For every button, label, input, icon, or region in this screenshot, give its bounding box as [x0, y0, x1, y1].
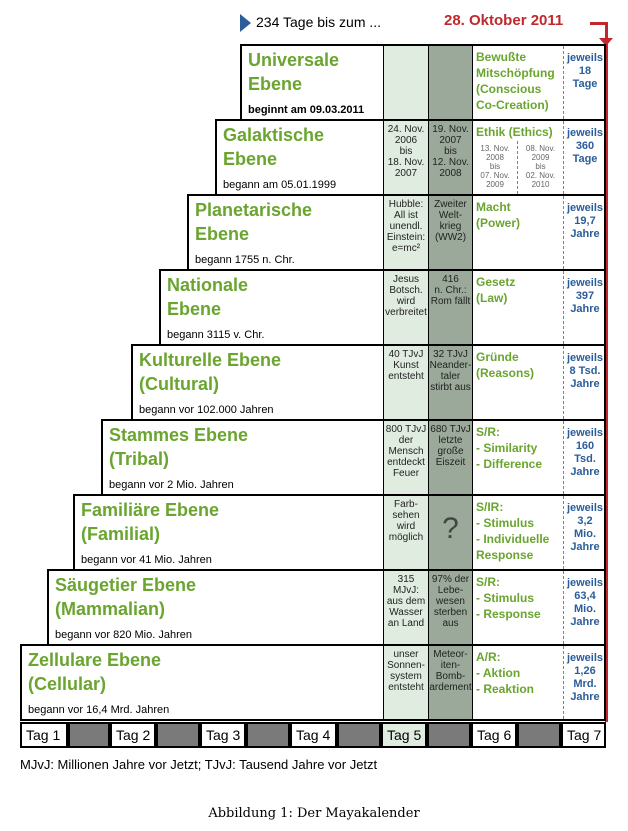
day6-theme: A/R: - Aktion - Reaktion	[476, 650, 535, 696]
figure-caption: Abbildung 1: Der Mayakalender	[208, 806, 420, 821]
day7-duration: jeweils 397 Jahre	[563, 271, 606, 344]
deadline-text: 28. Oktober 2011	[444, 12, 564, 29]
level-date: begann vor 41 Mio. Jahren	[81, 554, 212, 566]
day-label: Tag 4	[290, 722, 337, 748]
level-date: begann vor 820 Mio. Jahren	[55, 629, 192, 641]
legend-text: MJvJ: Millionen Jahre vor Jetzt; TJvJ: Tausend Jahre vor Jetzt	[20, 757, 378, 772]
level-box	[215, 119, 606, 196]
day5-event-b: 32 TJvJ Neander- taler stirbt aus	[429, 346, 473, 419]
day6-theme: Gesetz (Law)	[476, 275, 516, 305]
day6-theme: S/R: - Stimulus - Response	[476, 575, 541, 621]
level-date: beginnt am 09.03.2011	[248, 104, 365, 116]
day-label: Tag 3	[200, 722, 246, 748]
day5-event-a: unser Sonnen- system entsteht	[383, 646, 429, 719]
level-date: begann 1755 n. Chr.	[195, 254, 295, 266]
day5-event-b	[429, 46, 473, 119]
day-label: Tag 2	[110, 722, 156, 748]
level-box	[20, 644, 606, 721]
day6-theme: Gründe (Reasons)	[476, 350, 535, 380]
day5-event-a	[383, 46, 429, 119]
level-date: begann vor 2 Mio. Jahren	[109, 479, 234, 491]
day-gap	[517, 722, 561, 748]
level-date: begann vor 102.000 Jahren	[139, 404, 274, 416]
day5-event-a: 24. Nov. 2006 bis 18. Nov. 2007	[383, 121, 429, 194]
day5-event-b: 680 TJvJ letzte große Eiszeit	[429, 421, 473, 494]
day5-event-a: 800 TJvJ der Mensch entdeckt Feuer	[383, 421, 429, 494]
level-box	[131, 344, 606, 421]
day-label: Tag 5	[381, 722, 427, 748]
day5-event-b: 97% der Lebe- wesen sterben aus	[429, 571, 473, 644]
day5-event-b: 416 n. Chr.: Rom fällt	[429, 271, 473, 344]
day6-subdate-b: 08. Nov. 2009 bis 02. Nov. 2010	[517, 141, 563, 194]
day7-duration: jeweils 160 Tsd. Jahre	[563, 421, 606, 494]
level-box	[159, 269, 606, 346]
day5-event-a: Farb- sehen wird möglich	[383, 496, 429, 569]
day7-duration: jeweils 3,2 Mio. Jahre	[563, 496, 606, 569]
day7-duration: jeweils 1,26 Mrd. Jahre	[563, 646, 606, 719]
day6-theme: Macht (Power)	[476, 200, 521, 230]
level-box	[187, 194, 606, 271]
level-title: Galaktische Ebene	[223, 125, 325, 169]
day7-duration: jeweils 8 Tsd. Jahre	[563, 346, 606, 419]
level-title: Familiäre Ebene (Familial)	[81, 500, 220, 544]
day5-event-a: Hubble: All ist unendl. Einstein: e=mc²	[383, 196, 429, 269]
level-box	[101, 419, 606, 496]
level-title: Universale Ebene	[248, 50, 340, 94]
day5-event-b: Zweiter Welt- krieg (WW2)	[429, 196, 473, 269]
day5-event-a: Jesus Botsch. wird verbreitet	[383, 271, 429, 344]
day6-theme: Ethik (Ethics)	[476, 125, 553, 139]
countdown-text: 234 Tage bis zum ...	[256, 14, 382, 30]
level-title: Nationale Ebene	[167, 275, 249, 319]
day-gap	[427, 722, 471, 748]
level-box	[47, 569, 606, 646]
day5-event-a: 40 TJvJ Kunst entsteht	[383, 346, 429, 419]
day5-event-b: 19. Nov. 2007 bis 12. Nov. 2008	[429, 121, 473, 194]
day6-theme: S/IR: - Stimulus - Individuelle Response	[476, 500, 550, 562]
level-title: Stammes Ebene (Tribal)	[109, 425, 249, 469]
day-label: Tag 7	[561, 722, 606, 748]
day-label: Tag 6	[471, 722, 517, 748]
level-title: Planetarische Ebene	[195, 200, 313, 244]
day-label: Tag 1	[20, 722, 68, 748]
level-date: begann vor 16,4 Mrd. Jahren	[28, 704, 170, 716]
level-box	[240, 44, 606, 121]
level-title: Säugetier Ebene (Mammalian)	[55, 575, 197, 619]
day-gap	[156, 722, 200, 748]
level-title: Zellulare Ebene (Cellular)	[28, 650, 162, 694]
day6-theme: S/R: - Similarity - Difference	[476, 425, 543, 471]
level-date: begann 3115 v. Chr.	[167, 329, 265, 341]
day7-duration: jeweils 63,4 Mio. Jahre	[563, 571, 606, 644]
day-gap	[68, 722, 110, 748]
day5-event-a: 315 MJvJ: aus dem Wasser an Land	[383, 571, 429, 644]
level-date: begann am 05.01.1999	[223, 179, 337, 191]
day7-duration: jeweils 18 Tage	[563, 46, 606, 119]
day6-theme: Bewußte Mitschöpfung (Conscious Co-Creation)	[476, 50, 555, 112]
day-gap	[246, 722, 290, 748]
level-box	[73, 494, 606, 571]
level-title: Kulturelle Ebene (Cultural)	[139, 350, 282, 394]
header-arrow-icon	[240, 14, 251, 32]
day5-event-b: ?	[429, 496, 473, 569]
day7-duration: jeweils 19,7 Jahre	[563, 196, 606, 269]
day6-subdate-a: 13. Nov. 2008 bis 07. Nov. 2009	[480, 144, 510, 189]
day5-event-b: Meteor- iten- Bomb- ardement	[429, 646, 473, 719]
day-gap	[337, 722, 381, 748]
day7-duration: jeweils 360 Tage	[563, 121, 606, 194]
